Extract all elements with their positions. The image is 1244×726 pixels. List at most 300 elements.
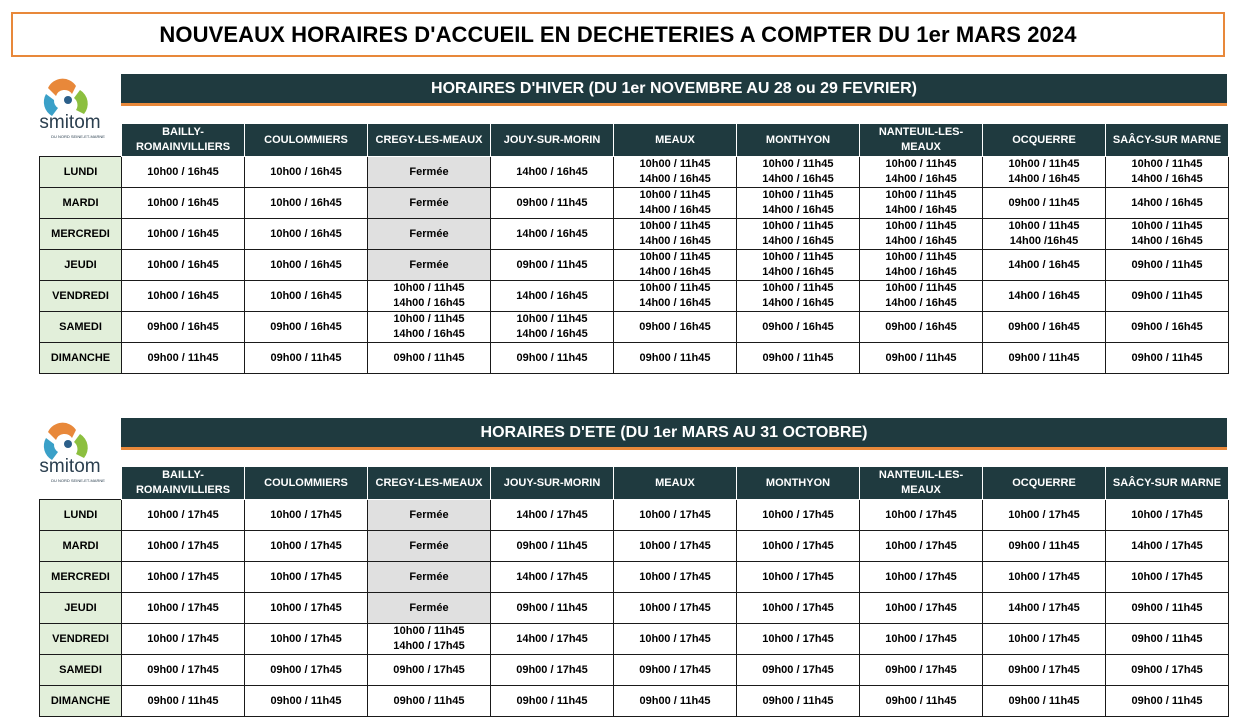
table-row — [40, 593, 1229, 624]
hours-text: 14h00 / 16h45 — [639, 266, 711, 278]
hours-text: 14h00 / 16h45 — [885, 204, 957, 216]
hours-text: 09h00 / 11h45 — [1131, 694, 1203, 707]
hours-text: 09h00 / 17h45 — [516, 663, 588, 676]
hours-cell — [368, 593, 491, 624]
hours-text: 09h00 / 11h45 — [270, 694, 342, 707]
header-corner — [40, 467, 122, 500]
hours-cell — [122, 188, 245, 219]
hours-text: 09h00 / 11h45 — [516, 539, 588, 552]
hours-text: Fermée — [409, 539, 449, 552]
hours-text: 14h00 / 17h45 — [516, 632, 588, 645]
hours-text: 14h00 / 16h45 — [885, 266, 957, 278]
table-row — [40, 562, 1229, 593]
hours-text: 14h00 / 17h45 — [516, 508, 588, 521]
hours-cell — [122, 624, 245, 655]
hours-cell — [983, 624, 1106, 655]
hours-text: 09h00 / 11h45 — [516, 601, 588, 614]
summer-heading: HORAIRES D'ETE (DU 1er MARS AU 31 OCTOBRE) — [121, 418, 1227, 450]
hours-text: 09h00 / 11h45 — [1008, 196, 1080, 209]
hours-text: 10h00 / 16h45 — [147, 289, 219, 302]
page-title: NOUVEAUX HORAIRES D'ACCUEIL EN DECHETERIES A COMPTER DU 1er MARS 2024 — [11, 12, 1225, 57]
hours-text: 14h00 / 16h45 — [1008, 258, 1080, 271]
hours-text: 09h00 / 11h45 — [762, 351, 834, 364]
hours-cell — [245, 250, 368, 281]
hours-text: 14h00 / 16h45 — [885, 173, 957, 185]
logo-wordmark: smitom — [39, 112, 101, 133]
logo-subtext: DU NORD SEINE-ET-MARNE — [51, 134, 105, 139]
hours-cell — [245, 188, 368, 219]
hours-text: 10h00 / 11h45 — [885, 220, 957, 232]
hours-cell — [368, 219, 491, 250]
hours-text: 09h00 / 17h45 — [639, 663, 711, 676]
hours-cell — [245, 655, 368, 686]
hours-cell — [245, 343, 368, 374]
hours-text: 10h00 / 11h45 — [639, 282, 711, 294]
hours-text: 09h00 / 16h45 — [885, 320, 957, 333]
hours-cell — [860, 655, 983, 686]
hours-cell — [860, 531, 983, 562]
hours-cell — [368, 624, 491, 655]
hours-text: 10h00 / 16h45 — [147, 227, 219, 240]
day-label: VENDREDI — [40, 281, 122, 312]
hours-text: 10h00 / 17h45 — [270, 539, 342, 552]
hours-cell — [860, 250, 983, 281]
day-label: JEUDI — [40, 250, 122, 281]
hours-cell — [491, 531, 614, 562]
hours-cell — [368, 531, 491, 562]
hours-text: 14h00 / 16h45 — [762, 173, 834, 185]
hours-cell — [122, 593, 245, 624]
hours-text: 10h00 / 17h45 — [885, 508, 957, 521]
hours-cell — [491, 500, 614, 531]
hours-text: 10h00 / 11h45 — [1131, 158, 1203, 170]
hours-cell — [1106, 188, 1229, 219]
hours-text: 10h00 / 11h45 — [639, 251, 711, 263]
hours-cell — [983, 157, 1106, 188]
hours-cell — [1106, 500, 1229, 531]
hours-text: 14h00 / 16h45 — [762, 235, 834, 247]
day-label: MARDI — [40, 531, 122, 562]
hours-text: 09h00 / 11h45 — [1131, 351, 1203, 364]
hours-cell — [860, 188, 983, 219]
hours-text: 14h00 / 17h45 — [1008, 601, 1080, 614]
column-header: COULOMMIERS — [245, 467, 368, 500]
hours-text: 10h00 / 16h45 — [270, 196, 342, 209]
column-header: BAILLY-ROMAINVILLIERS — [122, 124, 245, 157]
hours-text: 10h00 / 11h45 — [762, 158, 834, 170]
table-row — [40, 281, 1229, 312]
table-row — [40, 655, 1229, 686]
hours-text: 09h00 / 11h45 — [393, 694, 465, 707]
day-label: MERCREDI — [40, 562, 122, 593]
hours-cell — [737, 500, 860, 531]
hours-cell — [245, 531, 368, 562]
hours-cell — [614, 188, 737, 219]
hours-cell — [860, 312, 983, 343]
hours-text: 09h00 / 11h45 — [885, 694, 957, 707]
hours-text: 10h00 / 17h45 — [270, 508, 342, 521]
hours-cell — [614, 562, 737, 593]
table-row — [40, 686, 1229, 717]
table-row — [40, 219, 1229, 250]
hours-cell — [983, 593, 1106, 624]
column-header-row — [40, 124, 1229, 157]
hours-cell — [737, 157, 860, 188]
hours-cell — [983, 188, 1106, 219]
hours-text: 14h00 / 16h45 — [639, 297, 711, 309]
hours-cell — [245, 281, 368, 312]
hours-cell — [368, 686, 491, 717]
column-header: COULOMMIERS — [245, 124, 368, 157]
hours-text: 10h00 / 17h45 — [639, 539, 711, 552]
hours-text: 14h00 / 16h45 — [639, 204, 711, 216]
column-header: MONTHYON — [737, 467, 860, 500]
hours-text: 09h00 / 11h45 — [1131, 632, 1203, 645]
hours-cell — [614, 500, 737, 531]
header-corner — [40, 124, 122, 157]
hours-cell — [614, 593, 737, 624]
column-header: JOUY-SUR-MORIN — [491, 467, 614, 500]
hours-cell — [491, 188, 614, 219]
hours-text: 10h00 / 17h45 — [1131, 508, 1203, 521]
hours-text: 10h00 / 11h45 — [762, 282, 834, 294]
hours-text: Fermée — [409, 601, 449, 614]
logo-subtext: DU NORD SEINE-ET-MARNE — [51, 478, 105, 483]
hours-text: 10h00 / 11h45 — [639, 158, 711, 170]
hours-cell — [1106, 562, 1229, 593]
hours-cell — [122, 562, 245, 593]
table-row — [40, 343, 1229, 374]
table-row — [40, 624, 1229, 655]
hours-text: 14h00 / 16h45 — [639, 235, 711, 247]
hours-cell — [122, 686, 245, 717]
hours-text: 10h00 / 17h45 — [639, 632, 711, 645]
hours-text: 10h00 / 17h45 — [762, 539, 834, 552]
hours-text: 10h00 / 17h45 — [762, 508, 834, 521]
hours-cell — [983, 562, 1106, 593]
hours-cell — [245, 593, 368, 624]
hours-cell — [983, 500, 1106, 531]
hours-cell — [245, 500, 368, 531]
hours-text: 10h00 / 11h45 — [393, 282, 465, 294]
column-header: CREGY-LES-MEAUX — [368, 467, 491, 500]
hours-cell — [491, 281, 614, 312]
hours-text: 09h00 / 11h45 — [147, 351, 219, 364]
hours-cell — [368, 655, 491, 686]
hours-text: 09h00 / 17h45 — [762, 663, 834, 676]
column-header: NANTEUIL-LES-MEAUX — [860, 467, 983, 500]
day-label: DIMANCHE — [40, 343, 122, 374]
hours-cell — [1106, 157, 1229, 188]
hours-text: 09h00 / 16h45 — [1008, 320, 1080, 333]
hours-text: 14h00 / 16h45 — [516, 165, 588, 178]
hours-cell — [245, 219, 368, 250]
table-row — [40, 157, 1229, 188]
column-header: OCQUERRE — [983, 124, 1106, 157]
hours-cell — [737, 531, 860, 562]
hours-cell — [860, 219, 983, 250]
hours-text: 09h00 / 17h45 — [1008, 663, 1080, 676]
hours-text: 09h00 / 11h45 — [516, 694, 588, 707]
day-label: MERCREDI — [40, 219, 122, 250]
hours-text: 09h00 / 11h45 — [270, 351, 342, 364]
hours-text: 10h00 / 11h45 — [1008, 220, 1080, 232]
hours-cell — [737, 250, 860, 281]
hours-cell — [245, 562, 368, 593]
hours-cell — [983, 219, 1106, 250]
hours-text: 14h00 / 16h45 — [516, 289, 588, 302]
hours-cell — [122, 219, 245, 250]
hours-cell — [491, 562, 614, 593]
hours-text: 09h00 / 11h45 — [639, 351, 711, 364]
hours-text: 10h00 / 11h45 — [885, 251, 957, 263]
hours-text: 10h00 / 16h45 — [147, 165, 219, 178]
day-label: SAMEDI — [40, 312, 122, 343]
hours-cell — [614, 157, 737, 188]
hours-cell — [737, 624, 860, 655]
logo-wordmark: smitom — [39, 456, 101, 477]
hours-cell — [491, 593, 614, 624]
hours-cell — [737, 686, 860, 717]
hours-cell — [368, 157, 491, 188]
hours-text: 09h00 / 11h45 — [639, 694, 711, 707]
hours-text: 09h00 / 16h45 — [639, 320, 711, 333]
hours-text: 09h00 / 11h45 — [1131, 601, 1203, 614]
hours-cell — [983, 281, 1106, 312]
hours-text: 10h00 / 17h45 — [147, 601, 219, 614]
hours-text: 10h00 / 11h45 — [762, 220, 834, 232]
hours-text: Fermée — [409, 258, 449, 271]
column-header: OCQUERRE — [983, 467, 1106, 500]
hours-text: 09h00 / 17h45 — [270, 663, 342, 676]
summer-table — [39, 466, 1229, 717]
hours-text: 09h00 / 11h45 — [1008, 351, 1080, 364]
hours-text: 09h00 / 11h45 — [1131, 258, 1203, 271]
hours-cell — [860, 593, 983, 624]
hours-text: 09h00 / 17h45 — [885, 663, 957, 676]
hours-text: 14h00 / 16h45 — [1131, 173, 1203, 185]
hours-cell — [737, 562, 860, 593]
hours-cell — [491, 250, 614, 281]
hours-text: 10h00 / 17h45 — [270, 632, 342, 645]
hours-text: 14h00 / 16h45 — [762, 204, 834, 216]
hours-cell — [737, 343, 860, 374]
column-header: MONTHYON — [737, 124, 860, 157]
hours-cell — [860, 500, 983, 531]
column-header-row — [40, 467, 1229, 500]
day-label: JEUDI — [40, 593, 122, 624]
hours-text: 10h00 / 16h45 — [147, 258, 219, 271]
hours-cell — [245, 312, 368, 343]
hours-text: 10h00 / 11h45 — [639, 220, 711, 232]
hours-cell — [614, 250, 737, 281]
hours-text: Fermée — [409, 165, 449, 178]
hours-cell — [245, 624, 368, 655]
hours-cell — [491, 655, 614, 686]
hours-text: 10h00 / 17h45 — [762, 570, 834, 583]
hours-text: 10h00 / 11h45 — [516, 313, 588, 325]
column-header: SAÂCY-SUR MARNE — [1106, 124, 1229, 157]
hours-cell — [737, 655, 860, 686]
hours-text: 09h00 / 17h45 — [393, 663, 465, 676]
day-label: VENDREDI — [40, 624, 122, 655]
winter-heading: HORAIRES D'HIVER (DU 1er NOVEMBRE AU 28 ou 29 FEVRIER) — [121, 74, 1227, 106]
day-label: DIMANCHE — [40, 686, 122, 717]
column-header: MEAUX — [614, 124, 737, 157]
hours-cell — [983, 686, 1106, 717]
hours-cell — [122, 531, 245, 562]
hours-text: 10h00 / 11h45 — [762, 251, 834, 263]
hours-text: 10h00 / 11h45 — [393, 313, 465, 325]
hours-text: 14h00 / 16h45 — [762, 266, 834, 278]
hours-text: 09h00 / 16h45 — [762, 320, 834, 333]
hours-text: 09h00 / 11h45 — [885, 351, 957, 364]
column-header: JOUY-SUR-MORIN — [491, 124, 614, 157]
hours-text: Fermée — [409, 508, 449, 521]
hours-cell — [1106, 312, 1229, 343]
day-label: MARDI — [40, 188, 122, 219]
hours-text: 10h00 / 11h45 — [885, 282, 957, 294]
hours-cell — [491, 157, 614, 188]
hours-text: 10h00 / 17h45 — [762, 601, 834, 614]
hours-cell — [737, 312, 860, 343]
hours-text: 10h00 / 17h45 — [270, 570, 342, 583]
hours-text: 14h00 /16h45 — [1009, 235, 1079, 247]
hours-text: 09h00 / 16h45 — [1131, 320, 1203, 333]
hours-cell — [122, 250, 245, 281]
hours-cell — [368, 562, 491, 593]
winter-table — [39, 123, 1229, 374]
hours-text: 09h00 / 11h45 — [1008, 539, 1080, 552]
hours-text: 10h00 / 17h45 — [639, 601, 711, 614]
table-row — [40, 312, 1229, 343]
hours-text: 10h00 / 11h45 — [885, 189, 957, 201]
hours-text: 10h00 / 17h45 — [885, 570, 957, 583]
hours-text: 10h00 / 17h45 — [1131, 570, 1203, 583]
hours-cell — [860, 281, 983, 312]
hours-text: 09h00 / 16h45 — [147, 320, 219, 333]
hours-cell — [1106, 250, 1229, 281]
day-label: LUNDI — [40, 157, 122, 188]
day-label: SAMEDI — [40, 655, 122, 686]
table-row — [40, 188, 1229, 219]
hours-cell — [491, 686, 614, 717]
hours-cell — [1106, 281, 1229, 312]
hours-text: 14h00 / 16h45 — [762, 297, 834, 309]
hours-text: 10h00 / 11h45 — [639, 189, 711, 201]
hours-text: 10h00 / 17h45 — [885, 632, 957, 645]
column-header: CREGY-LES-MEAUX — [368, 124, 491, 157]
hours-cell — [368, 500, 491, 531]
hours-cell — [122, 281, 245, 312]
hours-cell — [860, 686, 983, 717]
hours-text: 10h00 / 16h45 — [270, 165, 342, 178]
hours-text: 10h00 / 17h45 — [639, 508, 711, 521]
hours-cell — [614, 531, 737, 562]
hours-text: 14h00 / 16h45 — [885, 235, 957, 247]
column-header: NANTEUIL-LES-MEAUX — [860, 124, 983, 157]
hours-cell — [1106, 343, 1229, 374]
hours-cell — [860, 343, 983, 374]
hours-text: 14h00 / 16h45 — [393, 328, 465, 340]
hours-cell — [122, 655, 245, 686]
hours-cell — [983, 655, 1106, 686]
hours-cell — [983, 312, 1106, 343]
hours-cell — [245, 686, 368, 717]
hours-cell — [737, 219, 860, 250]
hours-text: 09h00 / 11h45 — [147, 694, 219, 707]
hours-text: 10h00 / 16h45 — [270, 289, 342, 302]
hours-cell — [1106, 655, 1229, 686]
hours-cell — [491, 343, 614, 374]
hours-text: 10h00 / 17h45 — [147, 632, 219, 645]
hours-text: 14h00 / 16h45 — [639, 173, 711, 185]
hours-text: 14h00 / 17h45 — [1131, 539, 1203, 552]
hours-text: 10h00 / 17h45 — [1008, 508, 1080, 521]
table-row — [40, 500, 1229, 531]
hours-cell — [368, 250, 491, 281]
hours-text: 10h00 / 17h45 — [147, 570, 219, 583]
hours-text: 10h00 / 16h45 — [270, 227, 342, 240]
hours-text: 10h00 / 17h45 — [885, 539, 957, 552]
hours-text: 09h00 / 11h45 — [393, 351, 465, 364]
hours-cell — [1106, 624, 1229, 655]
hours-text: Fermée — [409, 227, 449, 240]
hours-text: 10h00 / 17h45 — [270, 601, 342, 614]
hours-text: 09h00 / 11h45 — [1131, 289, 1203, 302]
hours-text: 09h00 / 16h45 — [270, 320, 342, 333]
hours-cell — [860, 624, 983, 655]
hours-cell — [860, 562, 983, 593]
column-header: SAÂCY-SUR MARNE — [1106, 467, 1229, 500]
hours-cell — [1106, 219, 1229, 250]
hours-cell — [122, 500, 245, 531]
hours-cell — [122, 312, 245, 343]
day-label: LUNDI — [40, 500, 122, 531]
hours-text: 10h00 / 11h45 — [885, 158, 957, 170]
hours-text: Fermée — [409, 570, 449, 583]
hours-cell — [614, 686, 737, 717]
hours-cell — [245, 157, 368, 188]
hours-text: 10h00 / 16h45 — [270, 258, 342, 271]
hours-text: 10h00 / 11h45 — [1131, 220, 1203, 232]
hours-text: 09h00 / 11h45 — [516, 351, 588, 364]
hours-cell — [614, 281, 737, 312]
hours-cell — [368, 343, 491, 374]
hours-text: 09h00 / 11h45 — [516, 258, 588, 271]
hours-cell — [122, 343, 245, 374]
hours-cell — [1106, 593, 1229, 624]
hours-text: 10h00 / 17h45 — [147, 539, 219, 552]
hours-cell — [860, 157, 983, 188]
hours-text: 14h00 / 16h45 — [393, 297, 465, 309]
hours-cell — [1106, 531, 1229, 562]
hours-cell — [491, 312, 614, 343]
hours-text: 14h00 / 16h45 — [885, 297, 957, 309]
hours-text: 10h00 / 17h45 — [885, 601, 957, 614]
hours-cell — [614, 219, 737, 250]
hours-text: 10h00 / 17h45 — [1008, 632, 1080, 645]
hours-text: 10h00 / 17h45 — [639, 570, 711, 583]
hours-cell — [737, 188, 860, 219]
column-header: MEAUX — [614, 467, 737, 500]
hours-text: 14h00 / 17h45 — [516, 570, 588, 583]
hours-text: 14h00 / 16h45 — [1131, 196, 1203, 209]
hours-text: 10h00 / 17h45 — [1008, 570, 1080, 583]
table-row — [40, 531, 1229, 562]
hours-text: 10h00 / 16h45 — [147, 196, 219, 209]
hours-text: 10h00 / 17h45 — [147, 508, 219, 521]
